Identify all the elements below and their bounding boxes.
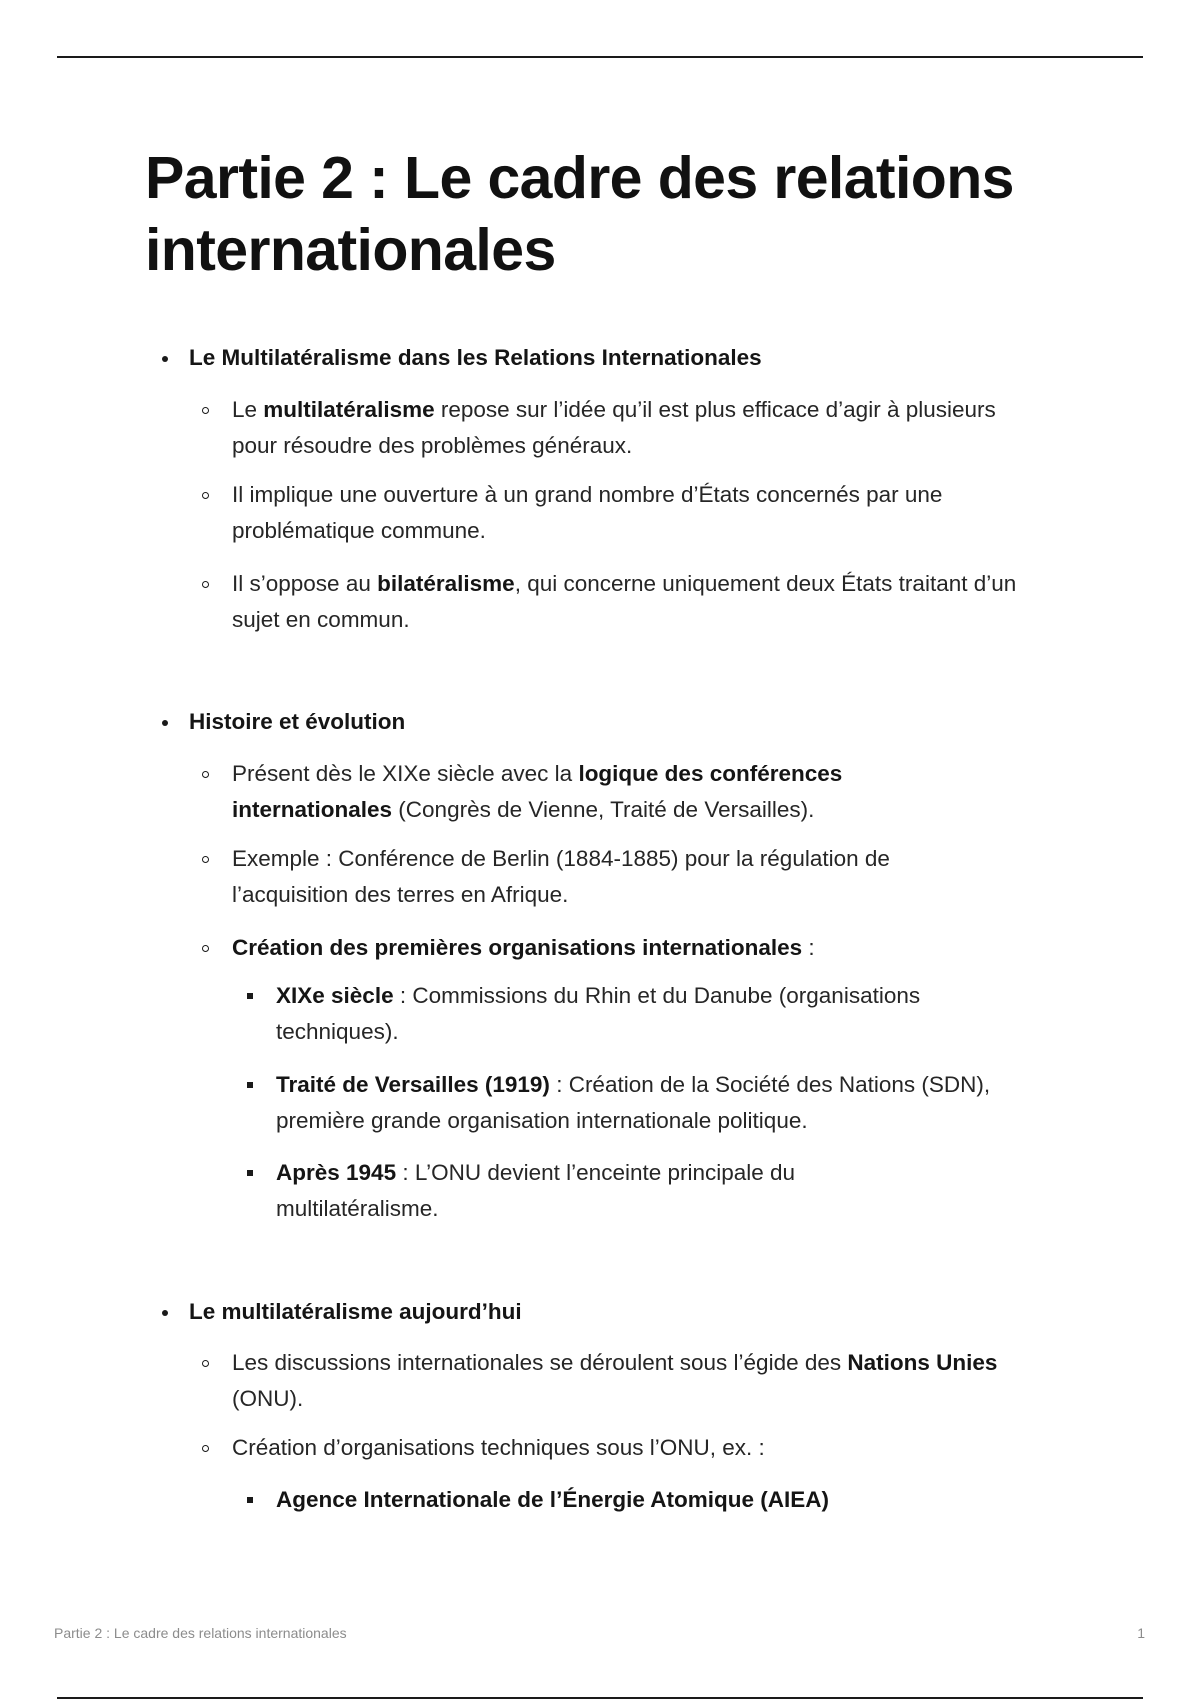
text-run: Il s’oppose au xyxy=(232,571,378,596)
list-item xyxy=(232,566,1022,638)
text-run: Les discussions internationales se déroulent sous l’égide des xyxy=(232,1350,848,1375)
text-run: (Congrès de Vienne, Traité de Versailles). xyxy=(392,797,815,822)
text-run: repose sur l’idée qu’il est plus efficace d’agir à plusieurs pour résoudre des problèmes généraux. xyxy=(232,397,996,458)
list-item xyxy=(232,392,1022,464)
circle-bullet xyxy=(202,945,209,952)
list-item xyxy=(276,978,1036,1050)
bold-term: Agence Internationale de l’Énergie Atomique (AIEA) xyxy=(276,1487,829,1512)
bottom-rule xyxy=(57,1697,1143,1699)
square-bullet xyxy=(247,1170,253,1176)
bold-term: Après 1945 xyxy=(276,1160,397,1185)
list-item: Création d’organisations techniques sous l’ONU, ex. : xyxy=(232,1435,765,1460)
text-run: : Création de la Société des Nations (SDN), première grande organisation internationale politique. xyxy=(276,1072,991,1133)
disc-bullet xyxy=(162,720,168,726)
disc-bullet xyxy=(162,1310,168,1316)
bold-term: logique des conférences internationales xyxy=(232,761,843,822)
square-bullet xyxy=(247,993,253,999)
top-rule xyxy=(57,56,1143,58)
circle-bullet xyxy=(202,856,209,863)
list-item xyxy=(276,1067,1016,1139)
bold-term: XIXe siècle xyxy=(276,983,394,1008)
footer-title: Partie 2 : Le cadre des relations internationales xyxy=(54,1625,347,1641)
circle-bullet xyxy=(202,771,209,778)
text-run: Présent dès le XIXe siècle avec la xyxy=(232,761,579,786)
circle-bullet xyxy=(202,1445,209,1452)
bold-term: Nations Unies xyxy=(847,1350,998,1375)
disc-bullet xyxy=(162,356,168,362)
list-item: Exemple : Conférence de Berlin (1884-1885) pour la régulation de l’acquisition des terres en Afrique. xyxy=(232,846,890,907)
text-run: Le xyxy=(232,397,264,422)
bold-term: Création des premières organisations internationales xyxy=(232,935,803,960)
text-run: : Commissions du Rhin et du Danube (organisations techniques). xyxy=(276,983,921,1044)
list-item: Il implique une ouverture à un grand nombre d’États concernés par une problématique commune. xyxy=(232,482,943,543)
list-item xyxy=(276,1155,916,1227)
page-title: Partie 2 : Le cadre des relations internationales xyxy=(145,145,1014,283)
list-item xyxy=(276,1482,1036,1518)
section-heading-1: Le Multilatéralisme dans les Relations Internationales xyxy=(189,345,762,370)
circle-bullet xyxy=(202,492,209,499)
list-item xyxy=(232,1345,1062,1417)
text-run: (ONU). xyxy=(232,1386,304,1411)
list-item xyxy=(232,756,952,828)
bold-term: Traité de Versailles (1919) xyxy=(276,1072,550,1097)
text-run: : xyxy=(802,935,815,960)
circle-bullet xyxy=(202,581,209,588)
section-heading-3: Le multilatéralisme aujourd’hui xyxy=(189,1299,522,1324)
list-item xyxy=(232,930,1092,966)
bold-term: bilatéralisme xyxy=(377,571,515,596)
bold-term: multilatéralisme xyxy=(263,397,435,422)
square-bullet xyxy=(247,1497,253,1503)
page-number: 1 xyxy=(1137,1625,1145,1641)
section-heading-2: Histoire et évolution xyxy=(189,709,406,734)
square-bullet xyxy=(247,1082,253,1088)
circle-bullet xyxy=(202,407,209,414)
text-run: : L’ONU devient l’enceinte principale du multilatéralisme. xyxy=(276,1160,796,1221)
text-run: , qui concerne uniquement deux États traitant d’un sujet en commun. xyxy=(232,571,1017,632)
circle-bullet xyxy=(202,1360,209,1367)
